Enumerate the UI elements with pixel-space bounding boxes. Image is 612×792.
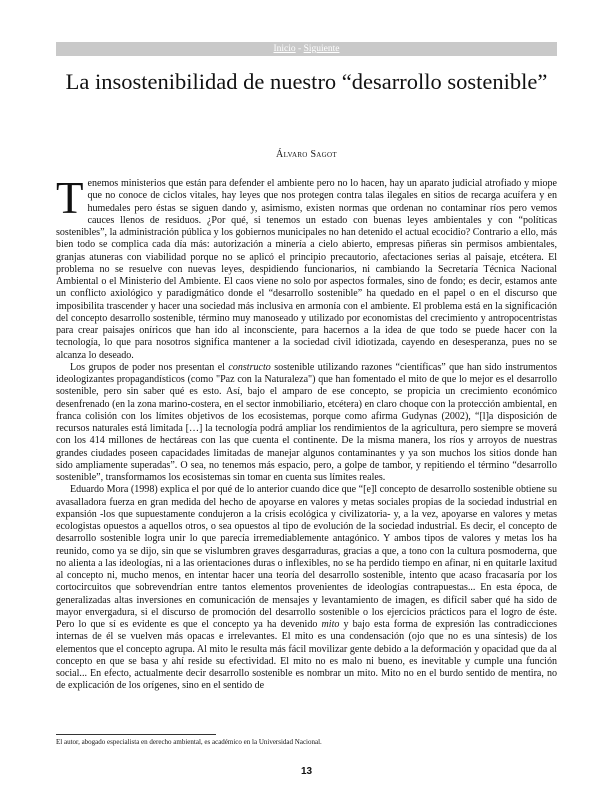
drop-cap: T xyxy=(56,173,84,223)
paragraph-1 xyxy=(56,173,557,362)
paragraph-3-emphasis: mito xyxy=(321,619,340,630)
footnote: El autor, abogado especialista en derecho ambiental, es académico en la Universidad Nacional. xyxy=(56,738,322,746)
author-name xyxy=(56,149,557,160)
nav-separator: - xyxy=(295,44,304,54)
paragraph-2-text-a: Los grupos de poder nos presentan el xyxy=(70,361,229,373)
paragraph-3-text-a: Eduardo Mora (1998) explica el por qué de lo anterior cuando dice que “[e]l concepto de desarrollo sostenible obtiene su avasalladora fuerza en gran medida del hecho de apoyarse en valores y metas sociales propias de la sociedad industrial en expansión -los que supuestamente condujeron a la crisis ecológica y civilizatoria- y, a la vez, apoyarse en valores y metas ecologistas opuestos a aquellos otros, o sea opuestos al tipo de evolución de la sociedad industrial. Es decir, el concepto de desarrollo sostenible logra unir lo que parecía irremediablemente antagónico. Y ambos tipos de valores y metas los ha reunido, como ya se dijo, sin que se vislumbren graves desgarraduras, gracias a que, a tono con la cultura posmoderna, que no alienta a las ideologías, ni a las orientaciones duras o inflexibles, no se ha perdido tiempo en afinar, ni en quitarle laxitud al concepto ni, mucho menos, en intentar hacer una teoría del desarrollo sostenible, intento que acaso fracasaría por los cortocircuitos que sobrevendrían entre tantos elementos provenientes de ideologías contrapuestas... En esta época, de generalizadas altas inversiones en comunicación de mensajes y levantamiento de imagen, es difícil saber qué ha sido de mayor envergadura, si el discurso de promoción del desarrollo sostenible o los ejercicios prácticos para el logro de éste. Pero lo que sí es evidente es que el concepto ya ha devenido xyxy=(56,484,557,630)
author-rest: lvaro Sagot xyxy=(283,149,337,160)
paragraph-1-text: enemos ministerios que están para defender el ambiente pero no lo hacen, hay un aparato judicial atrofiado y miope que no conoce de ciclos vitales, hay leyes que nos protegen contra talas ilegales en sitios de recarga acuífera y en humedales pero éstas se siguen dando y, asimismo, existen normas que ordenan no contaminar ríos pero vemos cauces llenos de residuos. ¿Por qué, si tenemos un estado con buenas leyes ambientales y con “políticas sostenibles”, la administración pública y los gobiernos municipales no han detenido el actual ecocidio? Contrario a ello, más bien todo se complica cada día más: autorización a minería a cielo abierto, empresas piñeras sin permisos ambientales, granjas atuneras con viabilidad porque no se aplicó el principio precautorio, afectaciones serias al paisaje, etcétera. El problema no se resuelve con nuevas leyes, despidiendo funcionarios, ni cambiando la Secretaría Técnica Nacional Ambiental o el Ministerio del Ambiente. El caos viene no solo por aspectos formales, sino de fondo; es decir, estamos ante un conflicto axiológico y paradigmático donde el “desarrollo sostenible” ha quedado en el papel o en el discurso que imposibilita trascender y hacer una sociedad más inclusiva en armonía con el ambiente. El problema está en la significación del concepto desarrollo sostenible, término muy manoseado y utilizado por economistas del crecimiento y antropocentristas para crear paisajes oníricos que han ido al inconsciente, para hacernos a la idea de que todo se puede hacer con la tecnología, lo que para nosotros significa mantener a la sociedad civil idiotizada, cayendo en desesperanza, pues no se alcanza lo deseado. xyxy=(56,178,557,361)
paragraph-3 xyxy=(56,484,557,692)
navigation-bar xyxy=(56,42,557,56)
siguiente-link[interactable]: Siguiente xyxy=(303,44,340,54)
paragraph-2 xyxy=(56,362,557,485)
author-initial: Á xyxy=(276,149,284,160)
article-body xyxy=(56,173,557,693)
article-title: La insostenibilidad de nuestro “desarrollo sostenible” xyxy=(65,69,548,94)
page-number: 13 xyxy=(300,766,313,777)
footnote-divider xyxy=(56,734,216,735)
paragraph-3-text-b: y bajo esta forma de expresión las contradicciones internas de él se vuelven más opacas e irrelevantes. El mito es una condensación (ojo que no es una síntesis) de los elementos que el concepto agrupa. Al mito le resulta más fácil movilizar gente debido a la deformación y opacidad que da al concepto en que se basa y ahí reside su efectividad. El mito no es malo ni bueno, es inevitable y cumple una función social... En efecto, actualmente decir desarrollo sostenible es nombrar un mito. Mito no en el burdo sentido de mentira, no de explicación de los orígenes, sino en el sentido de xyxy=(56,619,557,692)
inicio-link[interactable]: Inicio xyxy=(273,44,296,54)
paragraph-2-emphasis: constructo xyxy=(228,361,271,373)
paragraph-2-text-b: sostenible utilizando razones “científicas” que han sido instrumentos ideologizantes propagandísticos (como "Paz con la Naturaleza") que han fomentado el mito de que lo mejor es el desarrollo sostenible, pero sin saber qué es esto. Así, bajo el amparo de ese concepto, se propicia un crecimiento económico desenfrenado (en la zona marino-costera, en el sector inmobiliario, etcétera) en claro choque con la protección ambiental, en franca colisión con los límites objetivos de los ecosistemas, porque como afirma Gudynas (2002), “[l]a disposición de recursos naturales está limitada […] la tecnología podrá ampliar los rendimientos de la agricultura, pero siempre se moverá con los 414 millones de hectáreas con las que cuenta el continente. De la misma manera, los ríos y arroyos de nuestras grandes ciudades poseen capacidades limitadas de manejar algunos contaminantes y ya son muchos los sitios donde han sido ampliamente superadas”. O sea, no tenemos más espacio, pero, a golpe de tambor, y repitiendo el término “desarrollo sostenible”, transformamos los ecosistemas sin tomar en cuenta sus límites reales. xyxy=(56,361,557,483)
